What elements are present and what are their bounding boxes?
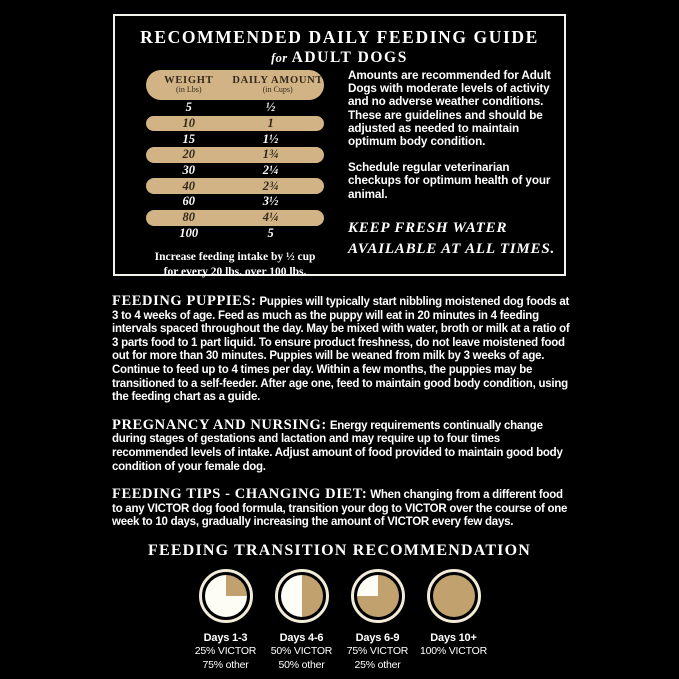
weight-value: 80 — [182, 210, 195, 225]
table-note-line1: Increase feeding intake by ½ cup — [154, 251, 316, 264]
pie-chart-100-percent — [433, 575, 475, 617]
table-note — [146, 250, 324, 279]
transition-heading: FEEDING TRANSITION RECOMMENDATION — [147, 542, 532, 559]
pie-victor-label: 50% VICTOR — [270, 645, 333, 657]
pie-chart-50-percent — [281, 575, 323, 617]
amount-value: 5 — [267, 225, 274, 240]
amount-value: 3½ — [262, 194, 279, 209]
table-row — [146, 210, 324, 226]
table-row — [146, 116, 324, 132]
weight-value: 20 — [182, 147, 195, 162]
weight-value: 40 — [182, 178, 195, 193]
amount-value: 1¾ — [262, 147, 279, 162]
amount-value: 1 — [267, 116, 274, 131]
pie-days-label: Days 6-9 — [355, 632, 400, 644]
table-row — [146, 147, 324, 163]
info-paragraph-vet: Schedule regular veterinarian checkups for optimum health of your animal. — [348, 161, 551, 201]
pie-victor-label: 75% VICTOR — [346, 645, 409, 657]
fresh-water-notice: KEEP FRESH WATER AVAILABLE AT ALL TIMES. — [348, 219, 556, 257]
section-body: Energy requirements continually change during stages of gestations and lactation and may require up to four times recommended levels of intake. Adjust amount of food provided to maintain good body condition of your female dog. — [112, 419, 563, 473]
pie-days-label: Days 10+ — [430, 632, 477, 644]
table-note-line2: for every 20 lbs. over 100 lbs. — [163, 265, 307, 278]
section-pregnancy-nursing — [112, 416, 571, 474]
weight-value: 15 — [182, 131, 195, 146]
weight-value: 10 — [182, 116, 195, 131]
daily-feeding-guide-box — [113, 14, 566, 276]
section-heading: PREGNANCY AND NURSING: — [112, 416, 327, 433]
pie-victor-label: 100% VICTOR — [419, 645, 488, 657]
pie-chart-75-percent — [357, 575, 399, 617]
amount-column-header — [231, 75, 324, 95]
table-row — [146, 194, 324, 210]
pie-ring — [275, 569, 329, 623]
table-row — [146, 226, 324, 242]
pie-ring — [199, 569, 253, 623]
section-body: Puppies will typically start nibbling moistened dog foods at 3 to 4 weeks of age. Feed as much as the puppy will eat in 20 minutes in 4 feeding intervals spaced throughout the day. May be mixed with water, broth or milk at a ratio of 3 parts food to 1 part liquid. To ensure product freshness, do not leave moistened food out for more than 30 minutes. Puppies will be weaned from milk by 3 weeks of age. Continue to feed up to 4 times per day. Within a few months, the puppies may be transitioned to a self-feeder. After age one, feed to maintain good body condition, using the feeding chart as a guide. — [112, 296, 570, 404]
feeding-transition-section — [0, 542, 679, 672]
section-feeding-puppies — [112, 295, 571, 405]
pie-other-label: 50% other — [278, 659, 325, 671]
section-heading: FEEDING PUPPIES: — [112, 293, 257, 309]
weight-value: 100 — [179, 225, 199, 240]
weight-column-header — [146, 75, 231, 95]
weight-value: 30 — [182, 163, 195, 178]
guide-info-column — [348, 69, 556, 260]
guide-title — [115, 27, 564, 67]
transition-step-days-6-9 — [340, 569, 416, 672]
transition-step-days-1-3 — [188, 569, 264, 672]
pie-other-label: 75% other — [202, 659, 249, 671]
guide-title-line2 — [115, 49, 564, 67]
pie-other-label: 25% other — [354, 659, 401, 671]
amount-value: 4¼ — [262, 210, 279, 225]
table-row — [146, 163, 324, 179]
guide-title-line1: RECOMMENDED DAILY FEEDING GUIDE — [140, 27, 539, 47]
pie-chart-25-percent — [205, 575, 247, 617]
amount-value: 1½ — [262, 131, 279, 146]
table-row — [146, 178, 324, 194]
transition-step-days-4-6 — [264, 569, 340, 672]
amount-header-unit: (in Cups) — [262, 85, 293, 95]
feeding-table-header — [146, 70, 324, 100]
pie-victor-label: 25% VICTOR — [194, 645, 257, 657]
feeding-table — [146, 70, 324, 279]
section-feeding-tips — [112, 488, 571, 530]
amount-value: 2¾ — [262, 178, 279, 193]
pie-days-label: Days 1-3 — [203, 632, 248, 644]
transition-step-days-10-plus — [416, 569, 492, 672]
amount-header-label: DAILY AMOUNT — [232, 74, 324, 86]
section-heading: FEEDING TIPS - CHANGING DIET: — [112, 486, 368, 503]
amount-value: 2¼ — [262, 163, 279, 178]
table-row — [146, 131, 324, 147]
transition-pie-row — [0, 569, 679, 672]
weight-value: 60 — [182, 194, 195, 209]
pie-days-label: Days 4-6 — [279, 632, 324, 644]
pie-ring — [351, 569, 405, 623]
pie-ring — [427, 569, 481, 623]
section-body: When changing from a different food to any VICTOR dog food formula, transition your dog to VICTOR over the course of one week to 10 days, gradually increasing the amount of VICTOR every few days. — [112, 489, 568, 529]
guide-title-audience: ADULT DOGS — [291, 49, 408, 66]
weight-header-label: WEIGHT — [164, 74, 214, 86]
guide-title-for: for — [271, 51, 288, 65]
weight-value: 5 — [185, 100, 192, 115]
instruction-sections — [112, 295, 571, 544]
weight-header-unit: (in Lbs) — [175, 85, 202, 95]
table-row — [146, 100, 324, 116]
info-paragraph-activity: Amounts are recommended for Adult Dogs with moderate levels of activity and no adverse weather conditions. These are guidelines and should be adjusted as needed to maintain optimum body condition. — [348, 69, 551, 149]
amount-value: ½ — [265, 100, 276, 115]
